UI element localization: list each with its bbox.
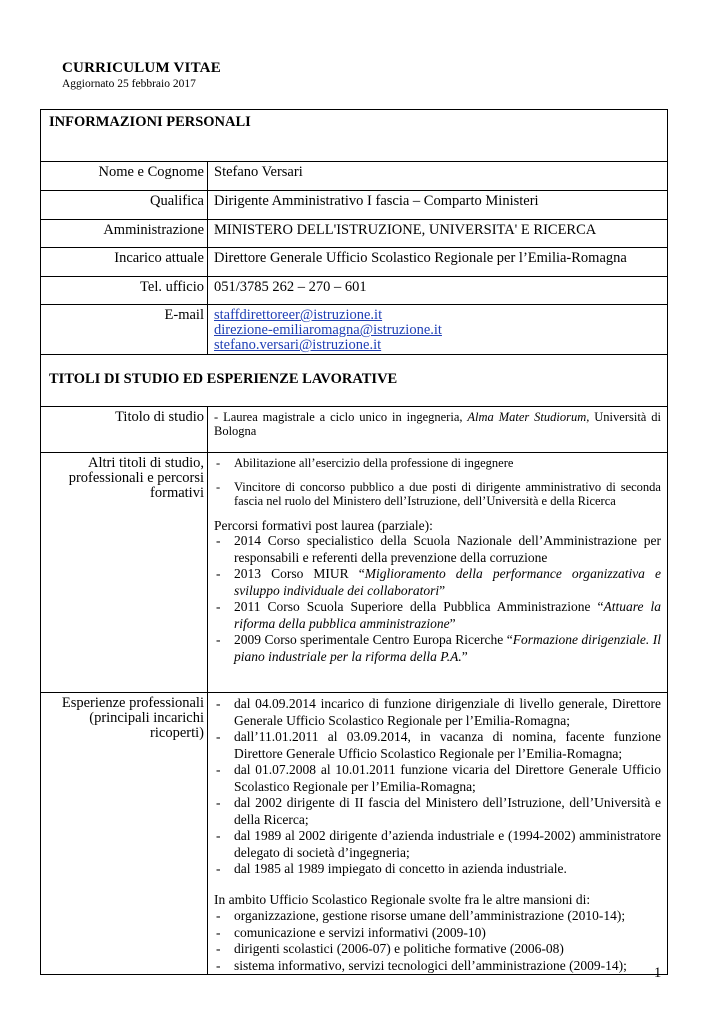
- page-number: 1: [654, 965, 662, 981]
- course-2013: 2013 Corso MIUR “: [234, 566, 365, 581]
- course-2009-title: Formazione dirigenziale. Il piano industriale per la riforma della P.A.: [234, 632, 661, 664]
- course-2011-end: ”: [449, 615, 456, 631]
- course-2014: 2014 Corso specialistico della Scuola Nazionale dell’Amministrazione per responsabili e referenti della prevenzione della corruzione: [234, 533, 661, 565]
- table-row: [41, 191, 668, 220]
- esperienze-value: [208, 693, 668, 975]
- name-label: Nome e Cognome: [41, 162, 208, 191]
- name-value: Stefano Versari: [208, 162, 668, 191]
- list-item: - dal 1985 al 1989 impiegato di concetto in azienda industriale.: [214, 861, 661, 878]
- list-item: [214, 566, 661, 599]
- table-row: [41, 693, 668, 975]
- course-2011: 2011 Corso Scuola Superiore della Pubblica Amministrazione “: [234, 599, 604, 614]
- list-item: - comunicazione e servizi informativi (2009-10): [214, 925, 661, 942]
- usr-intro: In ambito Ufficio Scolastico Regionale svolte fra le altre mansioni di:: [214, 891, 591, 907]
- course-2009-end: ”: [461, 648, 468, 664]
- qualifica-label: Qualifica: [41, 191, 208, 220]
- esperienze-label: Esperienze professionali (principali incarichi ricoperti): [41, 693, 208, 975]
- list-item: - dal 1989 al 2002 dirigente d’azienda industriale e (1994-2002) amministratore delegato di società d’ingegneria;: [214, 828, 661, 861]
- amministrazione-value: MINISTERO DELL'ISTRUZIONE, UNIVERSITA' E RICERCA: [208, 220, 668, 248]
- section-row-education: [41, 355, 668, 407]
- qualifica-value: Dirigente Amministrativo I fascia – Comparto Ministeri: [208, 191, 668, 220]
- usr-list: [214, 908, 661, 974]
- email-list: [208, 305, 668, 355]
- table-row: [41, 220, 668, 248]
- phone-label: Tel. ufficio: [41, 277, 208, 305]
- list-item: - dal 2002 dirigente di II fascia del Ministero dell’Istruzione, dell’Università e della Ricerca;: [214, 795, 661, 828]
- table-row: [41, 162, 668, 191]
- incarico-label: Incarico attuale: [41, 248, 208, 277]
- table-row: [41, 407, 668, 453]
- titolo-text: - Laurea magistrale a ciclo unico in ingegneria,: [214, 410, 468, 424]
- list-item: - dal 01.07.2008 al 10.01.2011 funzione vicaria del Direttore Generale Ufficio Scolastico Regionale per l’Emilia-Romagna;: [214, 762, 661, 795]
- course-2009: 2009 Corso sperimentale Centro Europa Ricerche “: [234, 632, 513, 647]
- list-item: - dal 04.09.2014 incarico di funzione dirigenziale di livello generale, Direttore Generale Ufficio Scolastico Regionale per l’Emilia-Romagna;: [214, 696, 661, 729]
- section-title-education: TITOLI DI STUDIO ED ESPERIENZE LAVORATIVE: [41, 355, 668, 407]
- email-link-staff[interactable]: staffdirettoreer@istruzione.it: [214, 307, 383, 323]
- section-title-personal: INFORMAZIONI PERSONALI: [41, 110, 668, 162]
- document-title: CURRICULUM VITAE: [62, 60, 221, 76]
- list-item: [214, 533, 661, 566]
- incarico-value: Direttore Generale Ufficio Scolastico Regionale per l’Emilia-Romagna: [208, 248, 668, 277]
- update-date: Aggiornato 25 febbraio 2017: [62, 78, 196, 90]
- list-item: - organizzazione, gestione risorse umane dell’amministrazione (2010-14);: [214, 908, 661, 925]
- list-item: [214, 599, 661, 632]
- list-item: - Abilitazione all’esercizio della professione di ingegnere: [214, 456, 661, 470]
- course-2011-title: Attuare la riforma della pubblica amministrazione: [234, 599, 662, 631]
- titolo-university: Alma Mater Studiorum,: [467, 410, 590, 424]
- list-item: - dirigenti scolastici (2006-07) e politiche formative (2006-08): [214, 941, 661, 958]
- email-link-personal[interactable]: stefano.versari@istruzione.it: [214, 337, 382, 353]
- titolo-label: Titolo di studio: [41, 407, 208, 453]
- list-item: - dall’11.01.2011 al 03.09.2014, in vacanza di nomina, facente funzione Direttore Generale Ufficio Scolastico Regionale per l’Emilia-Romagna;: [214, 729, 661, 762]
- list-item: [214, 632, 661, 665]
- table-row: [41, 305, 668, 355]
- document-header: [62, 60, 221, 90]
- phone-value: 051/3785 262 – 270 – 601: [208, 277, 668, 305]
- section-row-personal: [41, 110, 668, 162]
- qualifications-list: [214, 456, 661, 508]
- altri-titoli-value: [208, 453, 668, 693]
- email-label: E-mail: [41, 305, 208, 355]
- titolo-value: [208, 407, 668, 453]
- cv-table: [40, 109, 668, 975]
- course-2013-title: Miglioramento della performance organizzativa e sviluppo individuale dei collaboratori: [234, 566, 662, 598]
- amministrazione-label: Amministrazione: [41, 220, 208, 248]
- altri-titoli-label: Altri titoli di studio, professionali e percorsi formativi: [41, 453, 208, 693]
- table-row: [41, 277, 668, 305]
- list-item: - sistema informativo, servizi tecnologici dell’amministrazione (2009-14);: [214, 958, 661, 975]
- courses-intro: Percorsi formativi post laurea (parziale):: [214, 518, 433, 533]
- courses-list: [214, 533, 661, 665]
- course-2013-end: ”: [439, 582, 446, 598]
- table-row: [41, 453, 668, 693]
- table-row: [41, 248, 668, 277]
- titolo-text-end: Università di Bologna: [214, 410, 661, 438]
- experience-list: [214, 696, 661, 878]
- list-item: - Vincitore di concorso pubblico a due posti di dirigente amministrativo di seconda fascia nel ruolo del Ministero dell’Istruzione, dell’Università e della Ricerca: [214, 480, 661, 508]
- email-link-direzione[interactable]: direzione-emiliaromagna@istruzione.it: [214, 322, 442, 338]
